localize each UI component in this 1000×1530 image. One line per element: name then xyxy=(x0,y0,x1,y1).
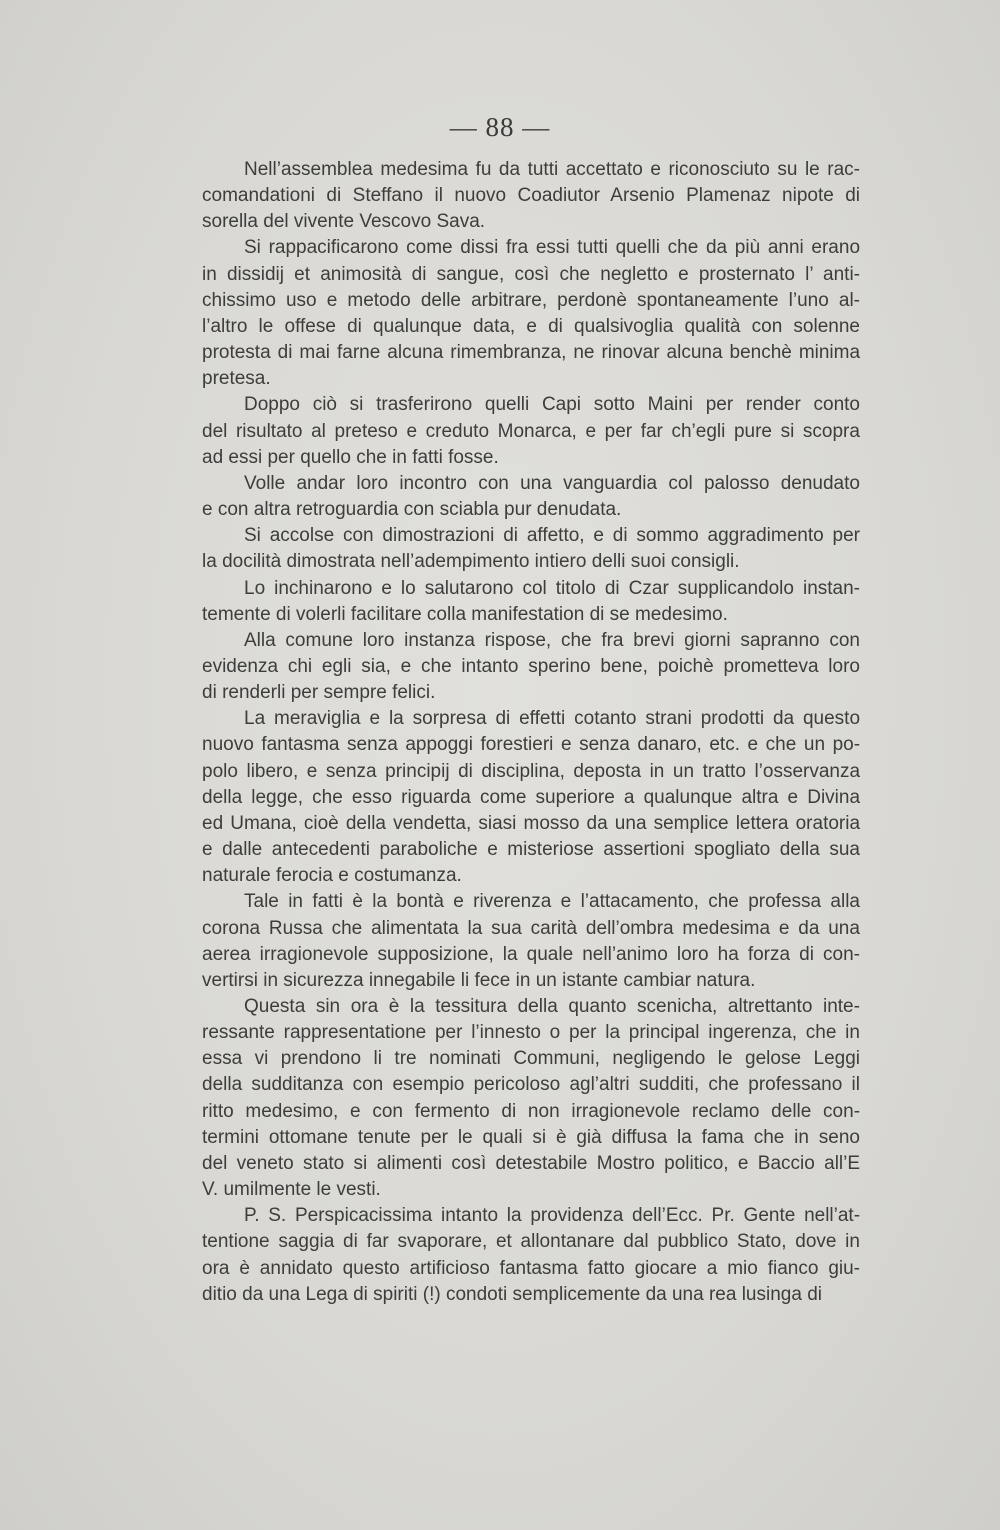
text-line: temente di volerli facilitare colla manifestation di se medesimo. xyxy=(202,603,728,625)
text-line: ad essi per quello che in fatti fosse. xyxy=(202,446,499,468)
text-line: P. S. Perspicacissima intanto la providenza dell’Ecc. Pr. Gente nell’at- xyxy=(244,1205,861,1227)
text-line: ora è annidato questo artificioso fantasma fatto giocare a mio fianco giu- xyxy=(202,1257,861,1279)
paragraph xyxy=(160,889,860,994)
paragraph xyxy=(160,1203,860,1308)
text-line: aerea irragionevole supposizione, la quale nell’animo loro ha forza di con- xyxy=(202,943,860,965)
text-line: del veneto stato si alimenti così detestabile Mostro politico, e Baccio all’E xyxy=(202,1152,861,1174)
text-line: del risultato al preteso e creduto Monarca, e per far ch’egli pure si scopra xyxy=(202,420,860,442)
paragraph xyxy=(160,157,860,235)
text-line: corona Russa che alimentata la sua carità dell’ombra medesima e da una xyxy=(202,917,860,939)
text-line: di renderli per sempre felici. xyxy=(202,682,436,704)
text-line: sorella del vivente Vescovo Sava. xyxy=(202,211,486,233)
text-line: Nell’assemblea medesima fu da tutti accettato e riconosciuto su le rac- xyxy=(244,159,860,180)
paragraph xyxy=(160,392,860,470)
text-line: evidenza chi egli sia, e che intanto sperino bene, poichè prometteva loro xyxy=(202,655,860,677)
text-line: Volle andar loro incontro con una vanguardia col palosso denudato xyxy=(244,472,860,494)
text-line: l’altro le offese di qualunque data, e di qualsivoglia qualità con solenne xyxy=(202,315,860,337)
paragraph xyxy=(160,523,860,575)
text-line: termini ottomane tenute per le quali si è già diffusa la fama che in seno xyxy=(202,1126,860,1148)
text-line: ditio da una Lega di spiriti (!) condoti semplicemente da una rea lusinga di xyxy=(202,1283,822,1305)
paragraph xyxy=(160,576,860,628)
text-line: ressante rappresentatione per l’innesto o per la principal ingerenza, che in xyxy=(202,1022,860,1044)
text-line: Lo inchinarono e lo salutarono col titolo di Czar supplicandolo instan- xyxy=(244,577,860,599)
text-line: la docilità dimostrata nell’adempimento intiero delli suoi consigli. xyxy=(202,551,740,573)
text-line: Si rappacificarono come dissi fra essi tutti quelli che da più anni erano xyxy=(244,237,861,259)
text-line: Tale in fatti è la bontà e riverenza e l’attacamento, che professa alla xyxy=(244,891,861,913)
text-line: e dalle antecedenti paraboliche e misteriose assertioni spogliato della sua xyxy=(202,839,860,861)
text-line: chissimo uso e metodo delle arbitrare, perdonè spontaneamente l’uno al- xyxy=(202,289,860,311)
text-line: Alla comune loro instanza rispose, che fra brevi giorni sapranno con xyxy=(244,629,860,651)
text-line: e con altra retroguardia con sciabla pur denudata. xyxy=(202,499,622,521)
text-line: pretesa. xyxy=(202,368,271,390)
document-body xyxy=(160,157,860,1308)
paragraph xyxy=(160,628,860,706)
text-line: comandationi di Steffano il nuovo Coadiutor Arsenio Plamenaz nipote di xyxy=(202,185,861,207)
text-line: della sudditanza con esempio pericoloso agl’altri sudditi, che professano il xyxy=(202,1074,860,1096)
paragraph xyxy=(160,235,860,392)
text-line: in dissidij et animosità di sangue, così che negletto e prosternato l’ anti- xyxy=(202,263,860,285)
text-line: ed Umana, cioè della vendetta, siasi mosso da una semplice lettera oratoria xyxy=(202,812,861,834)
text-line: protesta di mai farne alcuna rimembranza, ne rinovar alcuna benchè minima xyxy=(202,342,861,364)
text-line: polo libero, e senza principij di disciplina, deposta in un tratto l’osservanza xyxy=(202,760,861,782)
text-line: tentione saggia di far svaporare, et allontanare dal pubblico Stato, dove in xyxy=(202,1231,860,1253)
text-line: essa vi prendono li tre nominati Communi, negligendo le gelose Leggi xyxy=(202,1048,860,1070)
paragraph xyxy=(160,706,860,889)
page-number: — 88 — xyxy=(449,112,551,142)
text-line: La meraviglia e la sorpresa di effetti cotanto strani prodotti da questo xyxy=(244,708,861,730)
text-line: vertirsi in sicurezza innegabile li fece in un istante cambiar natura. xyxy=(202,969,756,991)
paragraph xyxy=(160,994,860,1203)
paragraph xyxy=(160,471,860,523)
text-line: Questa sin ora è la tessitura della quanto scenicha, altrettanto inte- xyxy=(244,996,860,1017)
text-line: naturale ferocia e costumanza. xyxy=(202,865,462,887)
text-line: nuovo fantasma senza appoggi forestieri e senza danaro, etc. e che un po- xyxy=(202,734,861,756)
text-line: della legge, che esso riguarda come superiore a qualunque altra e Divina xyxy=(202,786,861,808)
text-line: Doppo ciò si trasferirono quelli Capi sotto Maini per render conto xyxy=(244,394,860,416)
text-line: ritto medesimo, e con fermento di non irragionevole reclamo delle con- xyxy=(202,1100,861,1122)
text-line: Si accolse con dimostrazioni di affetto, e di sommo aggradimento per xyxy=(244,525,861,547)
text-line: V. umilmente le vesti. xyxy=(202,1179,381,1201)
